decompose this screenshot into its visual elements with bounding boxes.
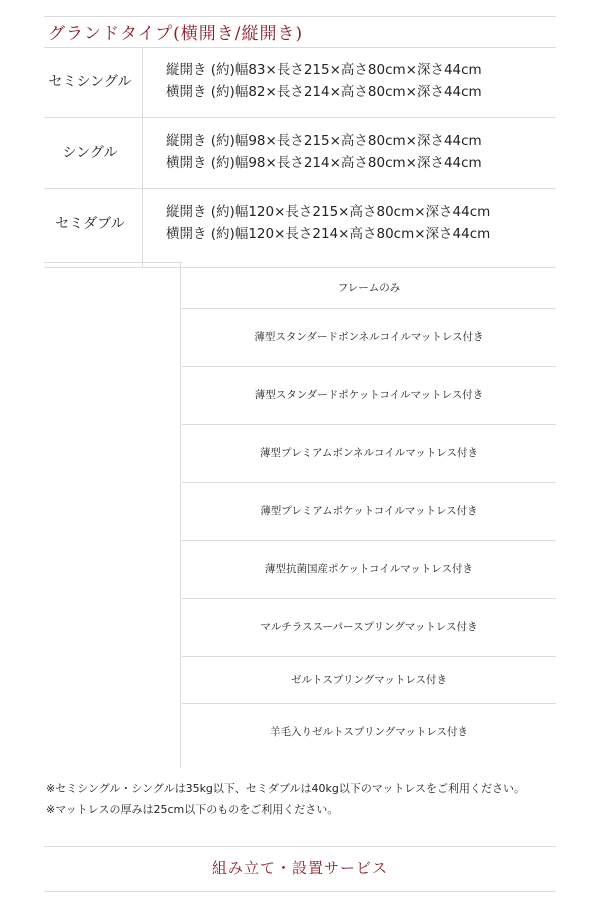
size-spec-table xyxy=(44,47,556,268)
size-dimensions xyxy=(166,201,490,245)
option-label: 薄型抗菌国産ポケットコイルマットレス付き xyxy=(264,563,473,575)
option-item xyxy=(182,367,556,425)
size-name: シングル xyxy=(62,145,118,161)
note-thickness-limit: ※マットレスの厚みは25cm以下のものをご利用ください。 xyxy=(46,803,339,816)
section-title: グランドタイプ(横開き/縦開き) xyxy=(48,24,304,44)
dimension-line-vertical-open: 縦開き (約)幅120×長さ215×高さ80cm×深さ44cm xyxy=(166,204,491,220)
option-label: 羊毛入りゼルトスプリングマットレス付き xyxy=(269,726,469,738)
option-list-left-rule xyxy=(180,262,181,768)
option-item xyxy=(182,483,556,541)
size-name: セミダブル xyxy=(55,216,125,232)
dimension-line-horizontal-open: 横開き (約)幅82×長さ214×高さ80cm×深さ44cm xyxy=(166,84,482,100)
size-row-single xyxy=(44,118,556,189)
option-item xyxy=(182,657,556,704)
dimension-line-vertical-open: 縦開き (約)幅98×長さ215×高さ80cm×深さ44cm xyxy=(166,133,482,149)
option-item xyxy=(182,541,556,599)
size-row-semi-single xyxy=(44,47,556,118)
option-label: 薄型スタンダードポケットコイルマットレス付き xyxy=(254,389,484,401)
section-header xyxy=(44,16,556,48)
option-item xyxy=(182,262,556,309)
column-divider xyxy=(142,118,143,188)
size-dimensions xyxy=(166,130,482,174)
option-item xyxy=(182,599,556,657)
dimension-line-horizontal-open: 横開き (約)幅98×長さ214×高さ80cm×深さ44cm xyxy=(166,155,482,171)
option-item xyxy=(182,425,556,483)
option-label: マルチラススーパースプリングマットレス付き xyxy=(260,621,478,633)
size-row-semi-double xyxy=(44,189,556,268)
size-dimensions xyxy=(166,59,482,103)
option-label: ゼルトスプリングマットレス付き xyxy=(290,674,448,686)
size-name: セミシングル xyxy=(48,74,132,90)
option-label: フレームのみ xyxy=(337,282,401,294)
service-header xyxy=(44,846,556,892)
option-label: 薄型プレミアムポケットコイルマットレス付き xyxy=(260,505,478,517)
option-label: 薄型スタンダードボンネルコイルマットレス付き xyxy=(254,331,484,343)
note-weight-limit: ※セミシングル・シングルは35kg以下、セミダブルは40kg以下のマットレスをご利用ください。 xyxy=(46,782,526,795)
mattress-option-list xyxy=(182,262,556,761)
column-divider xyxy=(142,47,143,117)
column-divider xyxy=(142,189,143,267)
dimension-line-horizontal-open: 横開き (約)幅120×長さ214×高さ80cm×深さ44cm xyxy=(166,226,491,242)
dimension-line-vertical-open: 縦開き (約)幅83×長さ215×高さ80cm×深さ44cm xyxy=(166,62,482,78)
service-title: 組み立て・設置サービス xyxy=(211,859,388,877)
option-item xyxy=(182,704,556,761)
notes xyxy=(46,778,525,820)
option-item xyxy=(182,309,556,367)
option-label: 薄型プレミアムボンネルコイルマットレス付き xyxy=(260,447,478,459)
